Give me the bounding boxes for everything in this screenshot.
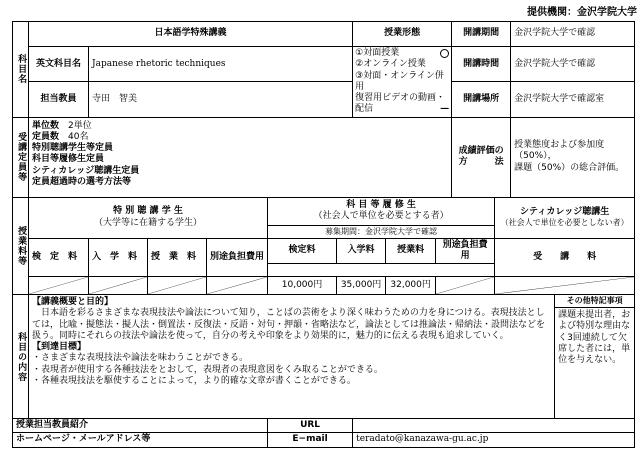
- time-value: 金沢学院大学で確認: [511, 47, 635, 82]
- g1-col-extra: 別途負担費用: [207, 238, 268, 277]
- g3-value-fee: [495, 277, 635, 295]
- g1-value-exam: [29, 277, 89, 295]
- format-option-4: 復習用ビデオの動画・配信 —: [355, 93, 450, 115]
- format-option-3: ③対面・オンライン併用: [355, 70, 444, 92]
- goal-item: ・さまざまな表現技法や論法を味わうことができる。: [32, 353, 249, 364]
- goal-item: ・表現者が使用する各種技法をとおして，表現者の表現意図をくみ取ることができる。: [32, 364, 383, 375]
- email-label: E−mail: [268, 433, 353, 447]
- period-value: 金沢学院大学で確認: [511, 22, 635, 47]
- g1-col-exam: 検 定 料: [29, 238, 89, 277]
- provider-label: 提供機関：金沢学院大学: [527, 7, 637, 18]
- goals-heading: 【到達目標】: [32, 342, 87, 352]
- g2-value-admission: 35,000円: [337, 277, 386, 295]
- g2-col-extra: 別途負担費用: [436, 238, 495, 264]
- format-label: 授業形態: [353, 22, 452, 47]
- time-label: 開講時間: [452, 47, 511, 82]
- english-name-value: Japanese rhetoric techniques: [89, 47, 353, 82]
- g1-value-tuition: [148, 277, 207, 295]
- goal-item: ・各種表現技法を駆使することによって，より的確な文章が書くことができる。: [32, 375, 356, 386]
- format-option-2: ②オンライン授業: [355, 59, 426, 70]
- content-section-label: 科目の内容: [13, 295, 29, 419]
- instructor-label: 担当教員: [29, 82, 89, 117]
- g2-col-exam: 検定料: [268, 238, 337, 264]
- notes-cell: [555, 295, 635, 419]
- fees-section-label: 授業料等: [13, 197, 29, 295]
- place-value: 金沢学院大学で確認室: [511, 82, 635, 117]
- notes-heading: その他特記事項: [555, 295, 634, 308]
- requirements-section-label: 受講定員等: [13, 117, 29, 197]
- g2-col-tuition: 授業料: [386, 238, 436, 264]
- dash-icon: —: [440, 104, 450, 115]
- g2-value-tuition: 32,000円: [386, 277, 436, 295]
- g2-value-exam: 10,000円: [268, 277, 337, 295]
- course-title: 日本語学特殊講義: [29, 22, 353, 47]
- format-options: [353, 47, 452, 118]
- fees-group1-header: 特 別 聴 講 学 生 （大学等に在籍する学生）: [29, 197, 268, 238]
- g1-value-extra: [207, 277, 268, 295]
- g2-col-admission: 入学料: [337, 238, 386, 264]
- g3-col-fee: 受 講 料: [495, 238, 635, 277]
- evaluation-label: 成績評価の 方 法: [452, 117, 511, 197]
- g2-value-extra: [436, 277, 495, 295]
- radio-circle-icon: [440, 49, 449, 58]
- url-value[interactable]: [353, 419, 635, 433]
- homepage-label: ホームページ・メールアドレス等: [13, 433, 268, 447]
- g1-value-admission: [89, 277, 148, 295]
- fees-group3-header: シティカレッジ聴講生 （社会人で単位を必要としない者）: [495, 197, 635, 238]
- overview-heading: 【講義概要と目的】: [32, 297, 114, 307]
- place-label: 開講場所: [452, 82, 511, 117]
- email-value[interactable]: teradato@kanazawa-gu.ac.jp: [353, 433, 635, 447]
- recruit-period: 募集期間：金沢学院大学で確認: [268, 225, 495, 238]
- g1-col-tuition: 授 業 料: [148, 238, 207, 277]
- evaluation-value: 授業態度および参加度（50%）， 課題（50%）の総合評価。: [511, 117, 635, 197]
- intro-label: 授業担当教員紹介: [13, 419, 268, 433]
- fees-group2-header: 科 目 等 履 修 生 （社会人で単位を必要とする者）: [268, 197, 495, 225]
- period-label: 開講期間: [452, 22, 511, 47]
- format-option-1: ①対面授業: [355, 48, 449, 59]
- requirements-list: 単位数 2単位 定員数 40名 特別聴講学生等定員 科目等履修生定員 シティカレッジ聴講生定員 定員超過時の選考方法等: [29, 117, 452, 197]
- g1-col-admission: 入 学 料: [89, 238, 148, 277]
- notes-text: 課題未提出者，および特別な理由なく3回連続して欠席した者には，単位を与えない。: [558, 310, 631, 365]
- instructor-value: 寺田 智美: [89, 82, 353, 117]
- url-label: URL: [268, 419, 353, 433]
- overview-text: 日本語を彩るさまざまな表現技法や論法について知り，ことばの芸術をより深く味わうための力を身につける。表現技法としては，比喩・擬態法・擬人法・倒置法・反復法・反語・対句・押韻・省略法など，論法としては推論法・帰納法・設問法などを扱う。同時にそれらの技法や論法を使って，自分の考えや印象をより効果的に，魅力的に伝える表現も追求していく。: [32, 308, 546, 341]
- course-section-label: 科目名: [13, 22, 29, 118]
- english-name-label: 英文科目名: [29, 47, 89, 82]
- syllabus-table: [12, 21, 635, 448]
- content-body: [29, 295, 555, 419]
